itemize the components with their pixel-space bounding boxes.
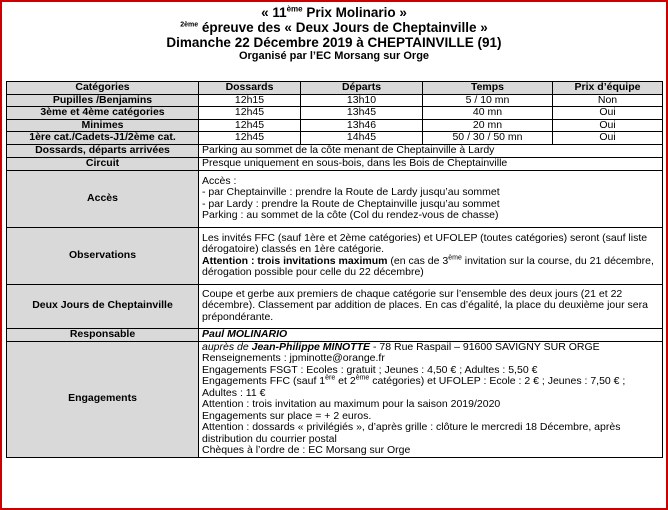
- cell: 12h45: [199, 119, 301, 132]
- responsable-label: Responsable: [7, 328, 199, 341]
- deux-jours-label: Deux Jours de Cheptainville: [7, 284, 199, 328]
- table-header-row: [7, 82, 663, 95]
- observations-label: Observations: [7, 227, 199, 284]
- cell: Oui: [553, 132, 663, 145]
- cell: Oui: [553, 119, 663, 132]
- col-header: Dossards: [199, 82, 301, 95]
- table-row: [7, 132, 663, 145]
- dossards-label: Dossards, départs arrivées: [7, 144, 199, 157]
- engagements-value: auprès de Jean-Philippe MINOTTE - 78 Rue Raspail – 91600 SAVIGNY SUR ORGE Renseignements : jpminotte@orange.fr Engagements FSGT : Ecoles : gratuit ; Jeunes : 4,50 € ; Adultes : 5,50 € Engagements FFC (sauf 1ère et 2ème catégories) et UFOLEP : Ecole : 2 € ; Jeunes : 7,50 € ; Adultes : 11 € Attention : trois invitation au maximum pour la saison 2019/2020 Engagements sur place = + 2 euros. Attention : dossards « privilégiés », d’après grille : clôture le mercredi 18 Décembre, après distribution du courrier postal Chèques à l’ordre de : EC Morsang sur Orge: [199, 341, 663, 457]
- acces-label: Accès: [7, 170, 199, 227]
- subtitle: $^{2ème}$ épreuve des « Deux Jours de Cheptainville »: [180, 20, 488, 35]
- title: « 11ème Prix Molinario »: [261, 4, 407, 20]
- cell: 13h45: [301, 107, 423, 120]
- category-cell: 1ère cat./Cadets-J1/2ème cat.: [7, 132, 199, 145]
- cell: 13h46: [301, 119, 423, 132]
- contact-email: Renseignements : jpminotte@orange.fr: [202, 352, 385, 364]
- col-header: Départs: [301, 82, 423, 95]
- deux-jours-value: Coupe et gerbe aux premiers de chaque catégorie sur l’ensemble des deux jours (21 et 22 décembre). Classement par addition de places. En cas d’égalité, la place du deuxième jour sera prépondérante.: [199, 284, 663, 328]
- table-row: [7, 94, 663, 107]
- cell: 12h45: [199, 132, 301, 145]
- col-header: Prix d’équipe: [553, 82, 663, 95]
- engagements-label: Engagements: [7, 341, 199, 457]
- cell: 13h10: [301, 94, 423, 107]
- category-cell: Minimes: [7, 119, 199, 132]
- date-line: Dimanche 22 Décembre 2019 à CHEPTAINVILLE (91): [166, 35, 502, 50]
- table-row: [7, 328, 663, 341]
- circuit-value: Presque uniquement en sous-bois, dans les Bois de Cheptainville: [199, 157, 663, 170]
- observations-value: Les invités FFC (sauf 1ère et 2ème catégories) et UFOLEP (toutes catégories) seront (sauf liste dérogatoire) classés en 1ère catégorie. Attention : trois invitations maximum (en cas de 3ème invitation sur la course, du 21 décembre, dérogation possible pour celle du 22 décembre): [199, 227, 663, 284]
- table-row: [7, 284, 663, 328]
- col-header: Catégories: [7, 82, 199, 95]
- cell: 14h45: [301, 132, 423, 145]
- table-row: [7, 144, 663, 157]
- table-row: [7, 119, 663, 132]
- info-table: [6, 81, 663, 458]
- table-row: [7, 107, 663, 120]
- cell: 20 mn: [423, 119, 553, 132]
- table-row: [7, 227, 663, 284]
- table-row: [7, 157, 663, 170]
- cell: 5 / 10 mn: [423, 94, 553, 107]
- cell: 12h45: [199, 107, 301, 120]
- cell: 12h15: [199, 94, 301, 107]
- cell: Oui: [553, 107, 663, 120]
- table-row: [7, 170, 663, 227]
- acces-value: Accès : - par Cheptainville : prendre la Route de Lardy jusqu’au sommet - par Lardy : prendre la Route de Cheptainville jusqu’au sommet Parking : au sommet de la côte (Col du rendez-vous de chasse): [199, 170, 663, 227]
- cell: 40 mn: [423, 107, 553, 120]
- header: [2, 5, 666, 63]
- cell: Non: [553, 94, 663, 107]
- organizer-line: Organisé par l’EC Morsang sur Orge: [238, 50, 430, 62]
- responsable-value: Paul MOLINARIO: [199, 328, 663, 341]
- category-cell: 3ème et 4ème catégories: [7, 107, 199, 120]
- col-header: Temps: [423, 82, 553, 95]
- category-cell: Pupilles /Benjamins: [7, 94, 199, 107]
- cell: 50 / 30 / 50 mn: [423, 132, 553, 145]
- table-row: [7, 341, 663, 457]
- dossards-value: Parking au sommet de la côte menant de Cheptainville à Lardy: [199, 144, 663, 157]
- circuit-label: Circuit: [7, 157, 199, 170]
